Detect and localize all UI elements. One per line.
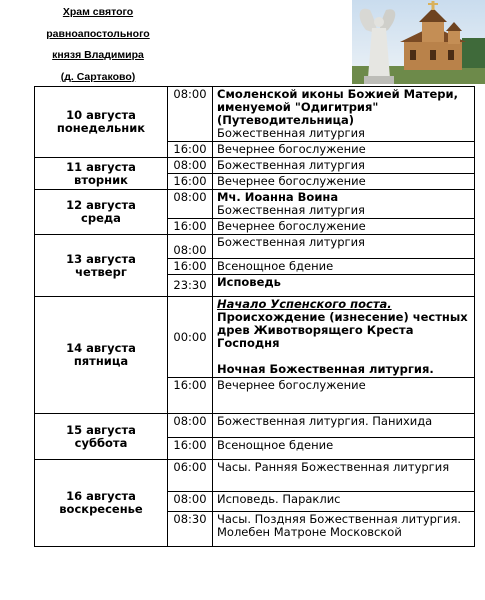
day-cell (35, 235, 168, 297)
service-line: (Путеводительница) (217, 113, 355, 127)
church-name-line: князя Владимира (52, 49, 144, 61)
cell-padding (217, 249, 470, 257)
service-line: Вечернее богослужение (217, 142, 366, 156)
cell-padding (217, 539, 470, 545)
service-line: Смоленской иконы Божией Матери, (217, 87, 458, 101)
cell-padding (217, 289, 470, 295)
service-line: Божественная литургия (217, 158, 365, 172)
schedule-row (35, 190, 475, 219)
day-weekday: пятница (73, 354, 129, 368)
service-line: Божественная литургия (217, 235, 365, 249)
time-cell: 00:00 (168, 297, 213, 378)
service-cell (213, 87, 475, 142)
day-weekday: среда (81, 211, 121, 225)
service-cell (213, 275, 475, 297)
service-line: Начало Успенского поста. (217, 297, 392, 311)
day-weekday: вторник (74, 172, 128, 187)
day-weekday: понедельник (56, 121, 146, 135)
day-cell (35, 158, 168, 190)
day-date: 12 августа (66, 198, 136, 212)
schedule-row (35, 297, 475, 378)
church-name-line: (д. Сартаково) (60, 70, 136, 83)
service-line: Мч. Иоанна Воина (217, 190, 339, 204)
church-name (18, 2, 178, 88)
schedule-row (35, 158, 475, 174)
day-weekday: суббота (74, 435, 128, 450)
day-weekday: четверг (75, 264, 127, 279)
time-cell: 08:00 (168, 158, 213, 174)
cell-padding (217, 506, 470, 510)
time-cell: 16:00 (168, 378, 213, 414)
service-cell (213, 378, 475, 414)
service-cell (213, 235, 475, 259)
schedule-table (34, 86, 475, 547)
day-date: 13 августа (66, 251, 136, 266)
schedule-row (35, 414, 475, 438)
service-line: Вечернее богослужение (217, 174, 366, 188)
day-cell (35, 87, 168, 158)
service-line: Часы. Ранняя Божественная литургия (217, 460, 450, 474)
cell-padding (217, 452, 470, 458)
service-line: Божественная литургия. Панихида (217, 414, 433, 428)
service-cell (213, 259, 475, 275)
service-line: Молебен Матроне Московской (217, 525, 402, 539)
service-cell (213, 190, 475, 219)
time-cell: 16:00 (168, 174, 213, 190)
time-cell: 23:30 (168, 275, 213, 297)
service-line: Всенощное бдение (217, 259, 334, 273)
schedule-row (35, 87, 475, 142)
service-line: именуемой "Одигитрия" (217, 100, 379, 114)
day-date: 16 августа (66, 489, 136, 503)
service-line: Божественная литургия (217, 203, 365, 217)
schedule-row (35, 235, 475, 259)
service-line: Происхождение (изнесение) честных (217, 310, 468, 324)
time-cell: 08:00 (168, 492, 213, 512)
service-cell (213, 460, 475, 492)
church-photo (352, 0, 485, 84)
day-cell (35, 414, 168, 460)
day-cell (35, 297, 168, 414)
time-cell: 16:00 (168, 219, 213, 235)
day-cell (35, 460, 168, 547)
page-header (0, 0, 485, 84)
time-cell: 08:30 (168, 512, 213, 547)
church-name-line: Храм святого (62, 6, 134, 18)
day-weekday: воскресенье (59, 502, 143, 516)
church-photo-image (352, 0, 485, 84)
time-cell: 16:00 (168, 259, 213, 275)
service-line: Вечернее богослужение (217, 378, 366, 392)
service-cell (213, 512, 475, 547)
time-cell: 08:00 (168, 235, 213, 259)
service-cell (213, 438, 475, 460)
service-cell (213, 414, 475, 438)
day-date: 10 августа (66, 108, 136, 122)
service-line: Господня (217, 336, 280, 350)
service-line: древ Животворящего Креста (217, 323, 414, 337)
service-cell (213, 219, 475, 235)
day-date: 11 августа (66, 159, 136, 174)
cell-padding (217, 392, 470, 412)
service-cell (213, 174, 475, 190)
service-line: Исповедь (217, 275, 281, 289)
schedule-row (35, 460, 475, 492)
time-cell: 08:00 (168, 87, 213, 142)
cell-padding (217, 474, 470, 490)
service-line: Всенощное бдение (217, 438, 334, 452)
service-line: Часы. Поздняя Божественная литургия. (217, 512, 462, 526)
service-line: Вечернее богослужение (217, 219, 366, 233)
church-name-line: равноапостольного (46, 27, 150, 40)
service-cell (213, 158, 475, 174)
day-date: 14 августа (66, 341, 136, 355)
service-cell (213, 142, 475, 158)
service-line: Божественная литургия (217, 126, 365, 140)
cell-padding (217, 428, 470, 436)
time-cell: 16:00 (168, 142, 213, 158)
day-date: 15 августа (66, 422, 136, 437)
service-line: Ночная Божественная литургия. (217, 362, 434, 376)
service-line: Исповедь. Параклис (217, 492, 341, 506)
service-cell (213, 492, 475, 512)
time-cell: 08:00 (168, 414, 213, 438)
day-cell (35, 190, 168, 235)
service-cell (213, 297, 475, 378)
time-cell: 08:00 (168, 190, 213, 219)
time-cell: 06:00 (168, 460, 213, 492)
time-cell: 16:00 (168, 438, 213, 460)
